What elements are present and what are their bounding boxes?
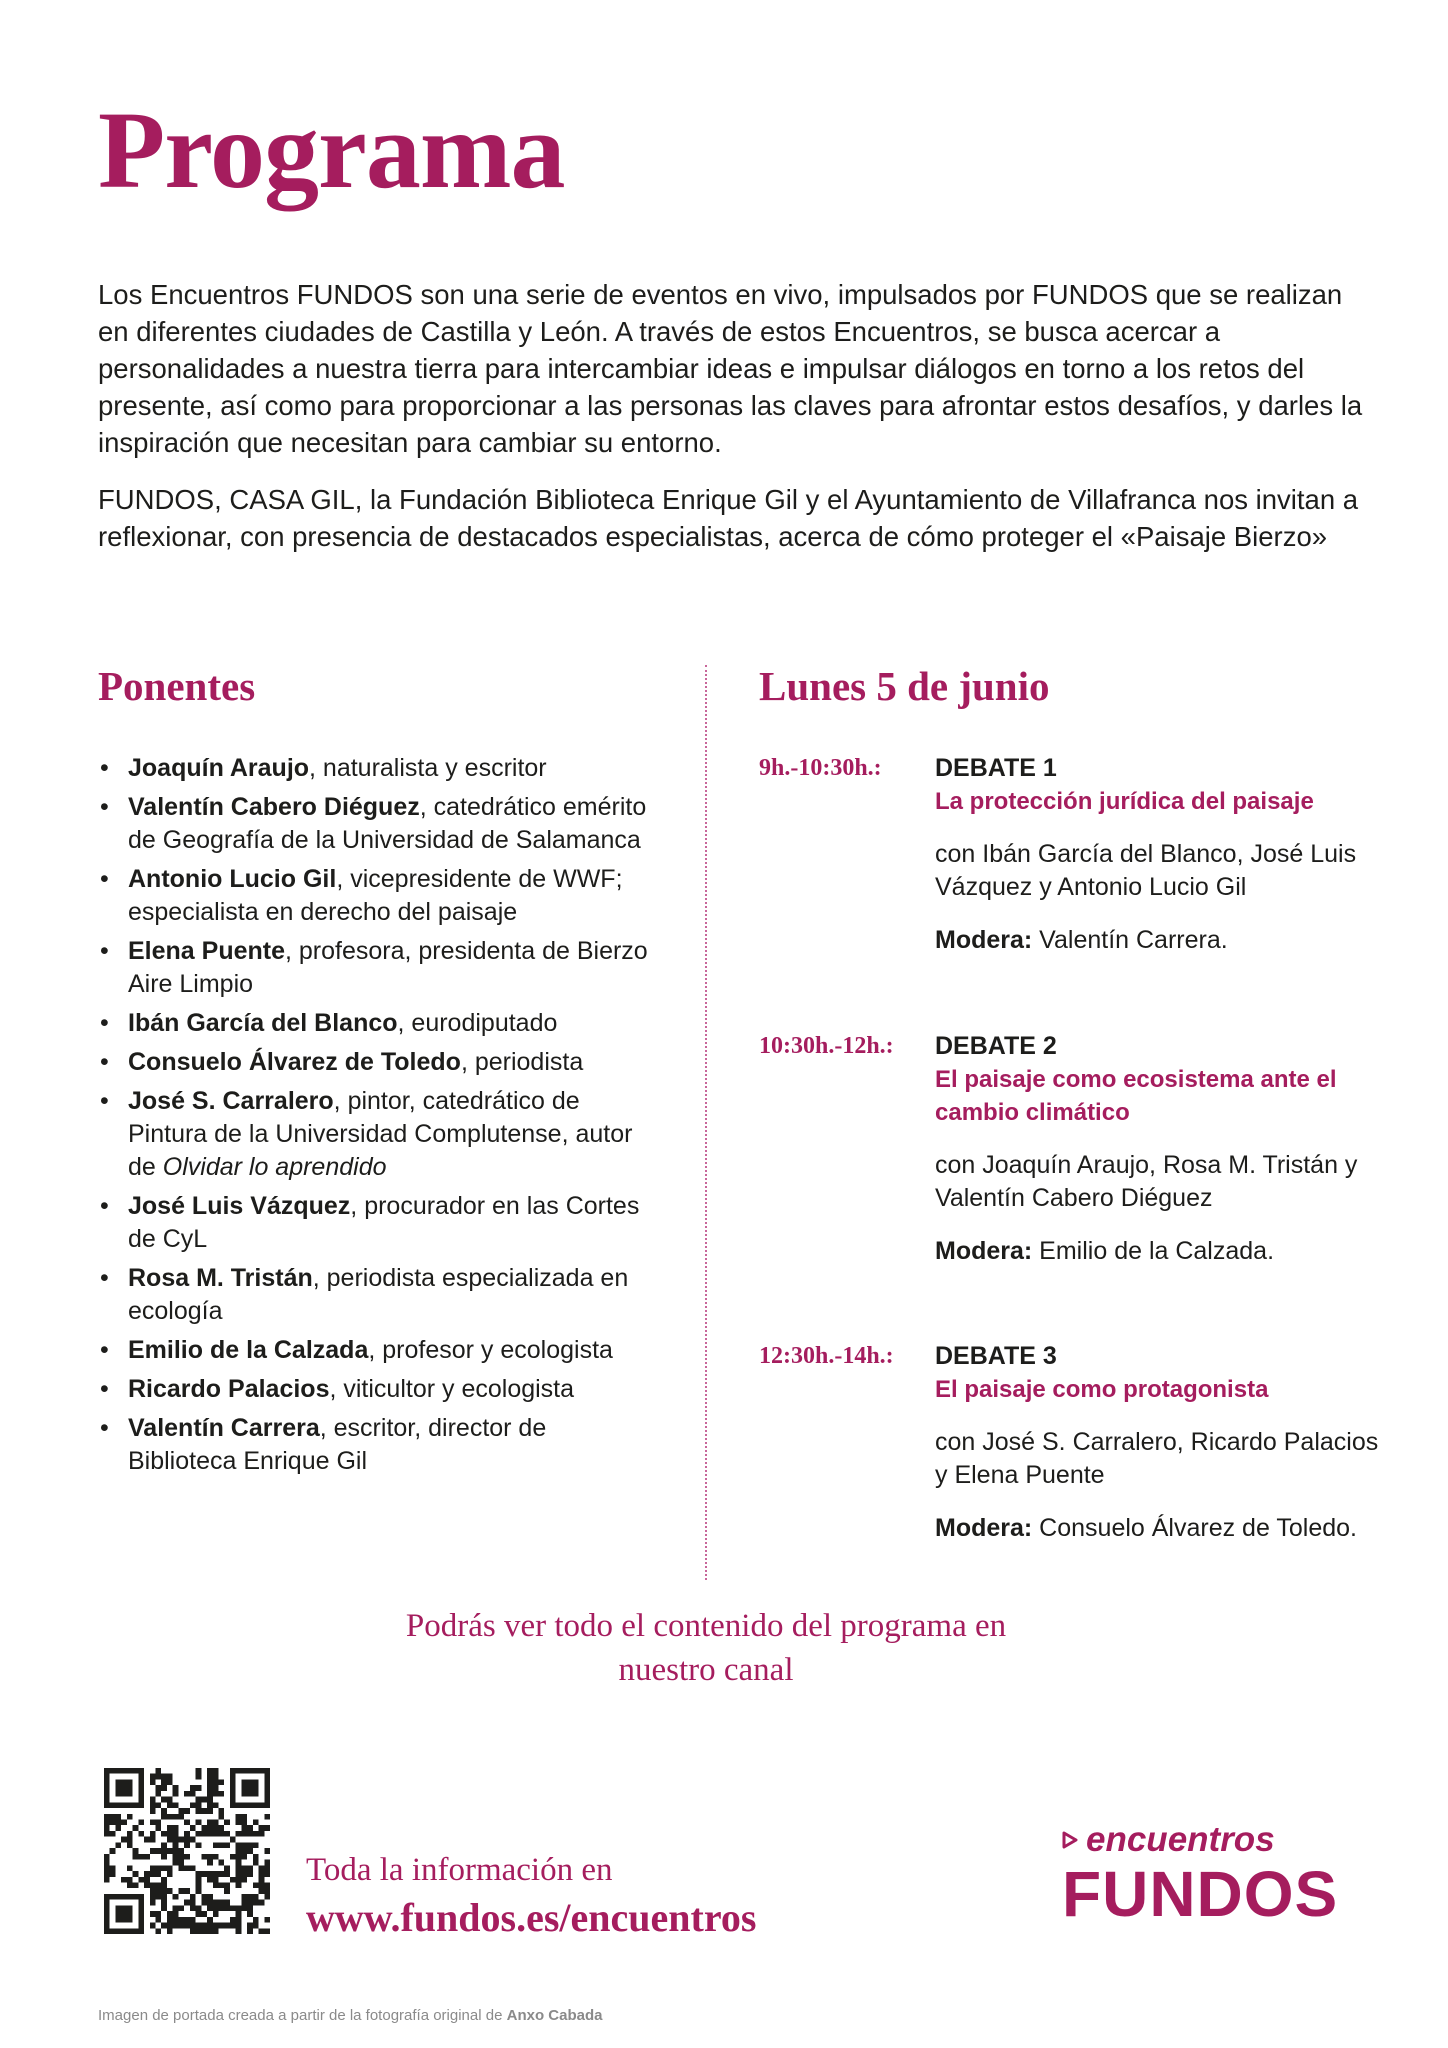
logo-fundos-text: FUNDOS	[1062, 1858, 1339, 1930]
speaker-item	[98, 1373, 658, 1406]
speaker-name: José S. Carralero	[128, 1087, 334, 1115]
speaker-item	[98, 791, 658, 857]
info-url-link[interactable]: www.fundos.es/encuentros	[306, 1895, 757, 1940]
speakers-list	[98, 752, 658, 1484]
speaker-desc: , periodista	[460, 1048, 584, 1076]
credit-author: Anxo Cabada	[506, 2007, 603, 2024]
debate-title: La protección jurídica del paisaje	[935, 788, 1314, 815]
speakers-heading: Ponentes	[98, 663, 256, 709]
speaker-desc: , catedrático emérito de Geografía de la Universidad de Salamanca	[128, 793, 647, 854]
speaker-item	[98, 863, 658, 929]
schedule-heading: Lunes 5 de junio	[759, 663, 1050, 709]
debate-moderator	[935, 1235, 1379, 1268]
debate-block	[759, 1340, 1379, 1545]
speaker-desc: , periodista especializada en ecología	[128, 1264, 629, 1325]
debate-block	[759, 752, 1379, 957]
intro-text	[98, 276, 1368, 575]
speaker-item	[98, 1262, 658, 1328]
debate-title: El paisaje como ecosistema ante el cambio climático	[935, 1066, 1337, 1126]
speaker-name: Valentín Cabero Diéguez	[128, 793, 420, 821]
moderator-label: Modera:	[935, 1237, 1033, 1265]
book-title: Olvidar lo aprendido	[162, 1153, 387, 1181]
speaker-desc: , pintor, catedrático de Pintura de la Universidad Complutense, autor de	[128, 1087, 633, 1181]
channel-note: Podrás ver todo el contenido del programa en nuestro canal	[405, 1608, 1007, 1688]
speaker-desc: , profesora, presidenta de Bierzo Aire Limpio	[128, 937, 648, 998]
speaker-item	[98, 752, 658, 785]
intro-paragraph: Los Encuentros FUNDOS son una serie de eventos en vivo, impulsados por FUNDOS que se realizan en diferentes ciudades de Castilla y León. A través de estos Encuentros, se busca acercar a personalidades a nuestra tierra para intercambiar ideas e impulsar diálogos en torno a los retos del presente, así como para proporcionar a las personas las claves para afrontar estos desafíos, y darles la inspiración que necesitan para cambiar su entorno.	[98, 279, 1363, 458]
moderator-name: Valentín Carrera.	[1032, 926, 1228, 954]
debate-participants: con Ibán García del Blanco, José Luis Vázquez y Antonio Lucio Gil	[935, 840, 1357, 901]
speaker-desc: , viticultor y ecologista	[329, 1375, 575, 1403]
speaker-desc: , escritor, director de Biblioteca Enrique Gil	[128, 1414, 547, 1475]
speaker-name: Ibán García del Blanco	[128, 1009, 398, 1037]
debate-label: DEBATE 2	[935, 1032, 1057, 1060]
debate-time: 10:30h.-12h.:	[759, 1033, 894, 1059]
debate-moderator	[935, 1512, 1379, 1545]
photo-credit	[98, 2007, 602, 2024]
debate-participants: con Joaquín Araujo, Rosa M. Tristán y Valentín Cabero Diéguez	[935, 1151, 1358, 1212]
speaker-item	[98, 1085, 658, 1184]
debate-title: El paisaje como protagonista	[935, 1376, 1269, 1403]
debate-label: DEBATE 1	[935, 754, 1057, 782]
qr-code[interactable]	[104, 1768, 270, 1934]
column-divider	[705, 665, 707, 1580]
speaker-name: Antonio Lucio Gil	[128, 865, 337, 893]
speaker-name: Valentín Carrera	[128, 1414, 320, 1442]
debate-moderator	[935, 924, 1379, 957]
speaker-name: Consuelo Álvarez de Toledo	[128, 1048, 461, 1076]
speaker-desc: , naturalista y escritor	[309, 754, 547, 782]
moderator-name: Emilio de la Calzada.	[1032, 1237, 1275, 1265]
info-label: Toda la información en	[306, 1852, 613, 1888]
speaker-name: José Luis Vázquez	[128, 1192, 351, 1220]
debate-block	[759, 1030, 1379, 1268]
moderator-label: Modera:	[935, 1514, 1033, 1542]
speaker-name: Ricardo Palacios	[128, 1375, 330, 1403]
debate-time: 9h.-10:30h.:	[759, 755, 882, 781]
credit-prefix: Imagen de portada creada a partir de la fotografía original de	[98, 2007, 507, 2024]
speaker-desc: , profesor y ecologista	[368, 1336, 613, 1364]
debate-time: 12:30h.-14h.:	[759, 1343, 894, 1369]
speaker-item	[98, 1412, 658, 1478]
speaker-desc: , procurador en las Cortes de CyL	[128, 1192, 640, 1253]
speaker-name: Elena Puente	[128, 937, 285, 965]
speaker-item	[98, 1190, 658, 1256]
speaker-name: Joaquín Araujo	[128, 754, 310, 782]
speaker-desc: , eurodiputado	[397, 1009, 558, 1037]
logo-encuentros-text: encuentros	[1086, 1820, 1275, 1859]
page-title: Programa	[98, 89, 565, 211]
speaker-item	[98, 1334, 658, 1367]
debate-participants: con José S. Carralero, Ricardo Palacios y Elena Puente	[935, 1428, 1379, 1489]
speaker-item	[98, 1007, 658, 1040]
speaker-item	[98, 1046, 658, 1079]
info-block	[306, 1850, 756, 1946]
encuentros-fundos-logo	[1062, 1820, 1382, 1928]
speaker-name: Emilio de la Calzada	[128, 1336, 369, 1364]
play-arrow-icon	[1062, 1831, 1078, 1849]
moderator-name: Consuelo Álvarez de Toledo.	[1032, 1514, 1357, 1542]
moderator-label: Modera:	[935, 926, 1033, 954]
speaker-name: Rosa M. Tristán	[128, 1264, 313, 1292]
speaker-item	[98, 935, 658, 1001]
speaker-desc: , vicepresidente de WWF; especialista en derecho del paisaje	[128, 865, 623, 926]
intro-paragraph: FUNDOS, CASA GIL, la Fundación Biblioteca Enrique Gil y el Ayuntamiento de Villafranca nos invitan a reflexionar, con presencia de destacados especialistas, acerca de cómo proteger el «Paisaje Bierzo»	[98, 484, 1359, 552]
debate-label: DEBATE 3	[935, 1342, 1057, 1370]
